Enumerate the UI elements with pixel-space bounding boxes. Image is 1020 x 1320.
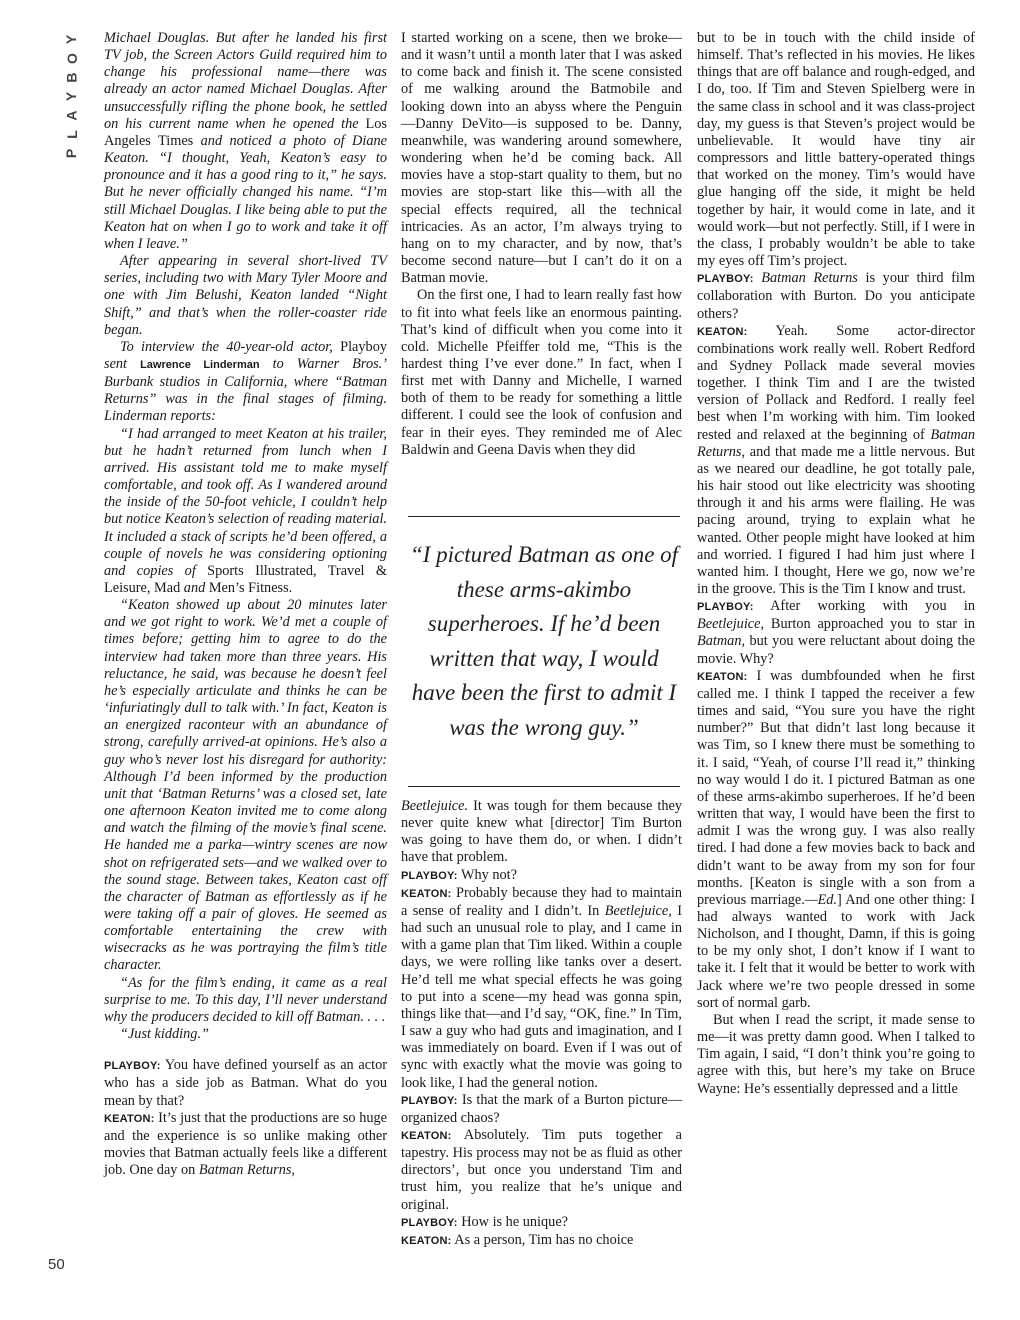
- pull-quote-rule: [408, 786, 680, 787]
- answer-paragraph: But when I read the script, it made sense to me—it was pretty damn good. When I talked to Tim again, I said, “I don’t think you’re going to agree with this, but here’s my take on Bruce Wayne: He’s essentially depressed and a little: [697, 1011, 975, 1097]
- intro-paragraph: “I had arranged to meet Keaton at his trailer, but he hadn’t returned from lunch when I arrived. His assistant told me to make myself comfortable, and took off. As I wandered around the inside of the 50-foot vehicle, I couldn’t help but notice Keaton’s selection of reading material. It included a stack of scripts he’d been offered, a couple of novels he was considering optioning and copies of Sports Illustrated, Travel & Leisure, Mad and Men’s Fitness.: [104, 425, 387, 596]
- speaker-label: KEATON:: [401, 887, 452, 900]
- answer-paragraph: KEATON: Yeah. Some actor-director combinations work really well. Robert Redford and Sydney Pollack made several movies together. I think Tim and I are the twisted version of Pollack and Redford. I really feel best when I’m working with him. Tim looked rested and relaxed at the beginning of Batman Returns, and that made me a little nervous. But as we neared our deadline, he got totally pale, his hair stood out like electricity was shooting through it and his arms were flailing. He was pacing around, trying to explain what he wanted. Other people might have looked at him and worried. I figured I had him just where I wanted him. I thought, Here we go, now we’re in the groove. This is the Tim I know and trust.: [697, 322, 976, 597]
- answer-paragraph: On the first one, I had to learn really fast how to fit into what feels like an enormous painting. That’s kind of difficult when you come into it cold. Michelle Pfeiffer told me, “This is the hardest thing I’ve ever done.” In fact, when I first met with Danny and Michelle, I warned both of them to be ready for something a little different. I could see the look of confusion and fear in their eyes. They reminded me of Alec Baldwin and Geena Davis when they did: [401, 287, 682, 458]
- magazine-name-vertical: [58, 30, 86, 163]
- speaker-label: PLAYBOY:: [104, 1060, 161, 1073]
- magazine-name-letter: B: [63, 72, 80, 83]
- intro-paragraph: “Just kidding.”: [120, 1026, 209, 1043]
- magazine-name-letter: A: [63, 110, 80, 121]
- question-paragraph: PLAYBOY: Is that the mark of a Burton picture—organized chaos?: [401, 1091, 682, 1126]
- question-paragraph: PLAYBOY: You have defined yourself as an actor who has a side job as Batman. What do you mean by that?: [104, 1057, 387, 1109]
- pull-quote-rule: [408, 516, 680, 517]
- pull-quote: “I pictured Batman as one of these arms-akimbo superheroes. If he’d been written that way, I would have been the first to admit I was the wrong guy.”: [409, 542, 679, 740]
- intro-paragraph: “As for the film’s ending, it came as a real surprise to me. To this day, I’ll never understand why the producers decided to kill off Batman. . . .: [104, 974, 387, 1025]
- question-paragraph: PLAYBOY: Why not?: [401, 866, 517, 883]
- intro-paragraph: Michael Douglas. But after he landed his first TV job, the Screen Actors Guild required him to change his professional name—there was already an actor named Michael Douglas. After unsuccessfully rifling the phone book, he settled on his current name when he opened the Los Angeles Times and noticed a photo of Diane Keaton. “I thought, Yeah, Keaton’s easy to pronounce and it has a good ring to it,” he says. But he never officially changed his name. “I’m still Michael Douglas. I like being able to put the Keaton hat on when I go to work and take it off when I leave.”: [104, 30, 387, 252]
- answer-paragraph: KEATON: Absolutely. Tim puts together a tapestry. His process may not be as fluid as other directors’, but once you understand Tim and trust him, you realize that he’s unique and original.: [401, 1126, 682, 1213]
- speaker-label: KEATON:: [401, 1129, 452, 1142]
- answer-paragraph: KEATON: As a person, Tim has no choice: [401, 1231, 634, 1248]
- speaker-label: PLAYBOY:: [697, 273, 754, 286]
- answer-paragraph: Beetlejuice. It was tough for them because they never quite knew what [director] Tim Burton was going to have them do, or when. I didn’t have that problem.: [401, 798, 682, 866]
- intro-paragraph: “Keaton showed up about 20 minutes later and we got right to work. We’d met a couple of times before; getting him to agree to do the interview had taken more than three years. His reluctance, he said, was because he doesn’t feel he’s especially articulate and thinks he can be ‘infuriatingly dull to talk with.’ In fact, Keaton is an energized raconteur with an abundance of strong, carefully arrived-at opinions. He’s also a guy who’s never lost his disregard for authority: Although I’d been informed by the production unit that ‘Batman Returns’ was a closed set, late one afternoon Keaton invited me to come along and watch the filming of the movie’s final scene. He handed me a parka—wintry scenes are now shot on refrigerated sets—and we walked over to the sound stage. Between takes, Keaton cast off the character of Batman as effortlessly as if he were taking off a pair of gloves. He seemed as comfortable entertaining the crew with wisecracks as he was portraying the film’s title character.: [104, 597, 387, 974]
- magazine-name-letter: P: [63, 148, 80, 159]
- intro-text: [104, 30, 387, 1043]
- answer-paragraph: KEATON: I was dumbfounded when he first called me. I think I tapped the receiver a few times and said, “You sure you have the right number?” But that didn’t last long because it was Tim, so I knew there must be something to it. I said, “Yeah, of course I’ll read it,” thinking no way would I do it. I pictured Batman as one of these arms-akimbo superheroes. If he’d been written that way, I would have been the first to admit I was the wrong guy. I was also really tired. I had done a few movies back to back and didn’t want to be away from my son for four months. [Keaton is single with a son from a previous marriage.—Ed.] And one other thing: I had always wanted to work with Jack Nicholson, and I thought, Damn, if this is going to be my only shot, I don’t know if I want to take it. I felt that it would be better to work with Jack where we’re two people dressed in some sort of normal garb.: [697, 667, 975, 1011]
- column-3: [697, 30, 975, 1098]
- author-name: Lawrence Linderman: [140, 358, 260, 371]
- magazine-name-letter: L: [63, 130, 80, 139]
- page-number: 50: [48, 1256, 65, 1273]
- speaker-label: KEATON:: [104, 1112, 155, 1125]
- speaker-label: KEATON:: [401, 1234, 452, 1247]
- speaker-label: PLAYBOY:: [401, 1216, 458, 1229]
- question-paragraph: PLAYBOY: After working with you in Beetlejuice, Burton approached you to star in Batman, but you were reluctant about doing the movie. Why?: [697, 598, 975, 667]
- answer-paragraph: I started working on a scene, then we broke—and it wasn’t until a month later that I was asked to come back and finish it. The scene consisted of me walking around the Batmobile and looking down into an abyss where the Penguin—Danny DeVito—is supposed to be. Danny, meanwhile, was wandering around somewhere, wondering when he’d be coming back. All movies have a stop-start quality to them, but no movies are stop-start like this—with all the special effects required, all the technical intricacies. As an actor, I’m always trying to hang on to my character, and by now, that’s become second nature—but I can’t do it on a Batman movie.: [401, 30, 682, 287]
- magazine-name-letter: O: [63, 53, 80, 64]
- speaker-label: PLAYBOY:: [401, 869, 458, 882]
- speaker-label: PLAYBOY:: [697, 601, 754, 614]
- question-paragraph: PLAYBOY: Batman Returns is your third film collaboration with Burton. Do you anticipate others?: [697, 270, 975, 322]
- answer-paragraph: KEATON: Probably because they had to maintain a sense of reality and I didn’t. In Beetlejuice, I had such an unusual role to play, and I came in with a game plan that Tim liked. Within a couple days, we were rolling like tanks over a desert. He’d tell me what special effects he was going to put into a scene—my head was gonna spin, things like that—and I’d say, “OK, fine.” In Tim, I saw a guy who had guts and imagination, and I was immediately on board. Even if I was out of sync with exactly what the movie was going to look like, I had the general notion.: [401, 884, 683, 1091]
- speaker-label: KEATON:: [697, 325, 748, 338]
- column-1: [104, 30, 387, 1179]
- intro-paragraph: To interview the 40-year-old actor, Playboy sent Lawrence Linderman to Warner Bros.’ Burbank studios in California, where “Batman Returns” was in the final stages of filming. Linderman reports:: [104, 338, 387, 425]
- answer-paragraph: KEATON: It’s just that the productions are so huge and the experience is so unlike making other movies that Batman actually feels like a different job. One day on Batman Returns,: [104, 1109, 387, 1179]
- answer-paragraph: but to be in touch with the child inside of himself. That’s reflected in his movies. He likes things that are off balance and rough-edged, and I do, too. If Tim and Steven Spielberg were in the same class in school and it was class-project day, my guess is that Steven’s project would be unbelievable. It would have tiny air compressors and little battery-operated things that worked on the money. Tim’s would have glue hanging off the side, it might be held together by hair, it would come in late, and it would work—but not perfectly. Still, if I were in the class, I probably wouldn’t be able to take my eyes off Tim’s project.: [697, 30, 975, 270]
- magazine-name-letter: Y: [63, 91, 80, 102]
- column-2-lower: [401, 798, 682, 1250]
- intro-paragraph: After appearing in several short-lived TV series, including two with Mary Tyler Moore and one with Jim Belushi, Keaton landed “Night Shift,” and that’s when the roller-coaster ride began.: [104, 253, 387, 338]
- speaker-label: PLAYBOY:: [401, 1094, 458, 1107]
- magazine-name-letter: Y: [63, 34, 80, 45]
- question-paragraph: PLAYBOY: How is he unique?: [401, 1213, 569, 1230]
- column-2: [401, 30, 682, 459]
- speaker-label: KEATON:: [697, 670, 748, 683]
